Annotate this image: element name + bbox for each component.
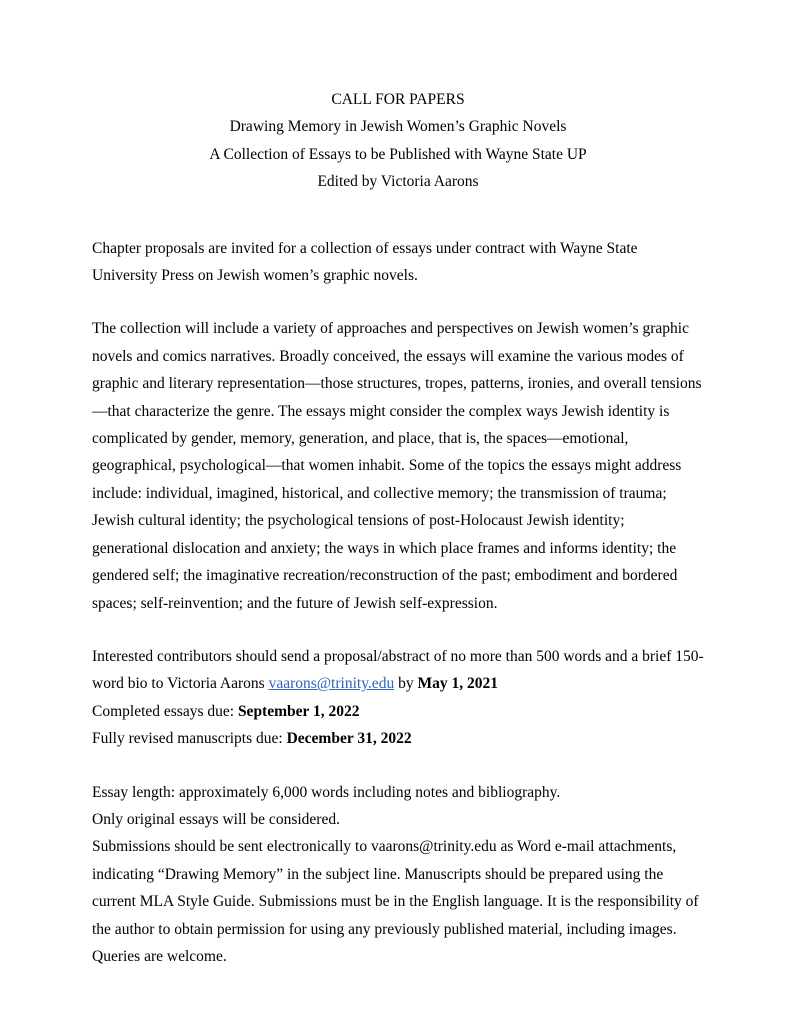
essays-due-line (92, 698, 704, 725)
essays-due-date: September 1, 2022 (237, 702, 360, 720)
header-title: CALL FOR PAPERS (331, 91, 465, 108)
submission-text-after-link: by (394, 675, 418, 693)
header-collection-line: A Collection of Essays to be Published with Wayne State UP (209, 145, 587, 163)
email-link[interactable]: vaarons@trinity.edu (268, 675, 395, 693)
paragraph-intro: Chapter proposals are invited for a collection of essays under contract with Wayne State University Press on Jewish women’s graphic novels. (92, 239, 638, 285)
header-editor-line: Edited by Victoria Aarons (317, 173, 479, 191)
guideline-essay-length: Essay length: approximately 6,000 words including notes and bibliography. (92, 783, 561, 801)
submission-text-before-link: Interested contributors should send a proposal/abstract of no more than 500 words and a brief 150-word bio to Victoria Aarons (92, 647, 704, 693)
guideline-submission-details: Submissions should be sent electronically to vaarons@trinity.edu as Word e-mail attachments, indicating “Drawing Memory” in the subject line. Manuscripts should be prepared using the current MLA Style Guide. Submissions must be in the English language. It is the responsibility of the author to obtain permission for using any previously published material, including images. Queries are welcome. (92, 838, 699, 965)
paragraph-submission (92, 643, 704, 698)
essays-due-label: Completed essays due: (92, 702, 238, 720)
document-header (92, 86, 704, 196)
proposal-deadline-date: May 1, 2021 (417, 675, 498, 693)
manuscripts-due-line (92, 725, 704, 752)
paragraph-description: The collection will include a variety of approaches and perspectives on Jewish women’s graphic novels and comics narratives. Broadly conceived, the essays will examine the various modes of graphic and literary representation—those structures, tropes, patterns, ironies, and overall tensions—that characterize the genre. The essays might consider the complex ways Jewish identity is complicated by gender, memory, generation, and place, that is, the spaces—emotional, geographical, psychological—that women inhabit. Some of the topics the essays might address include: individual, imagined, historical, and collective memory; the transmission of trauma; Jewish cultural identity; the psychological tensions of post-Holocaust Jewish identity; generational dislocation and anxiety; the ways in which place frames and informs identity; the gendered self; the imaginative recreation/reconstruction of the past; embodiment and bordered spaces; self-reinvention; and the future of Jewish self-expression. (92, 320, 702, 612)
manuscripts-due-label: Fully revised manuscripts due: (92, 730, 287, 748)
guideline-original-essays: Only original essays will be considered. (92, 810, 340, 828)
manuscripts-due-date: December 31, 2022 (286, 730, 412, 748)
header-subtitle: Drawing Memory in Jewish Women’s Graphic Novels (229, 118, 567, 136)
